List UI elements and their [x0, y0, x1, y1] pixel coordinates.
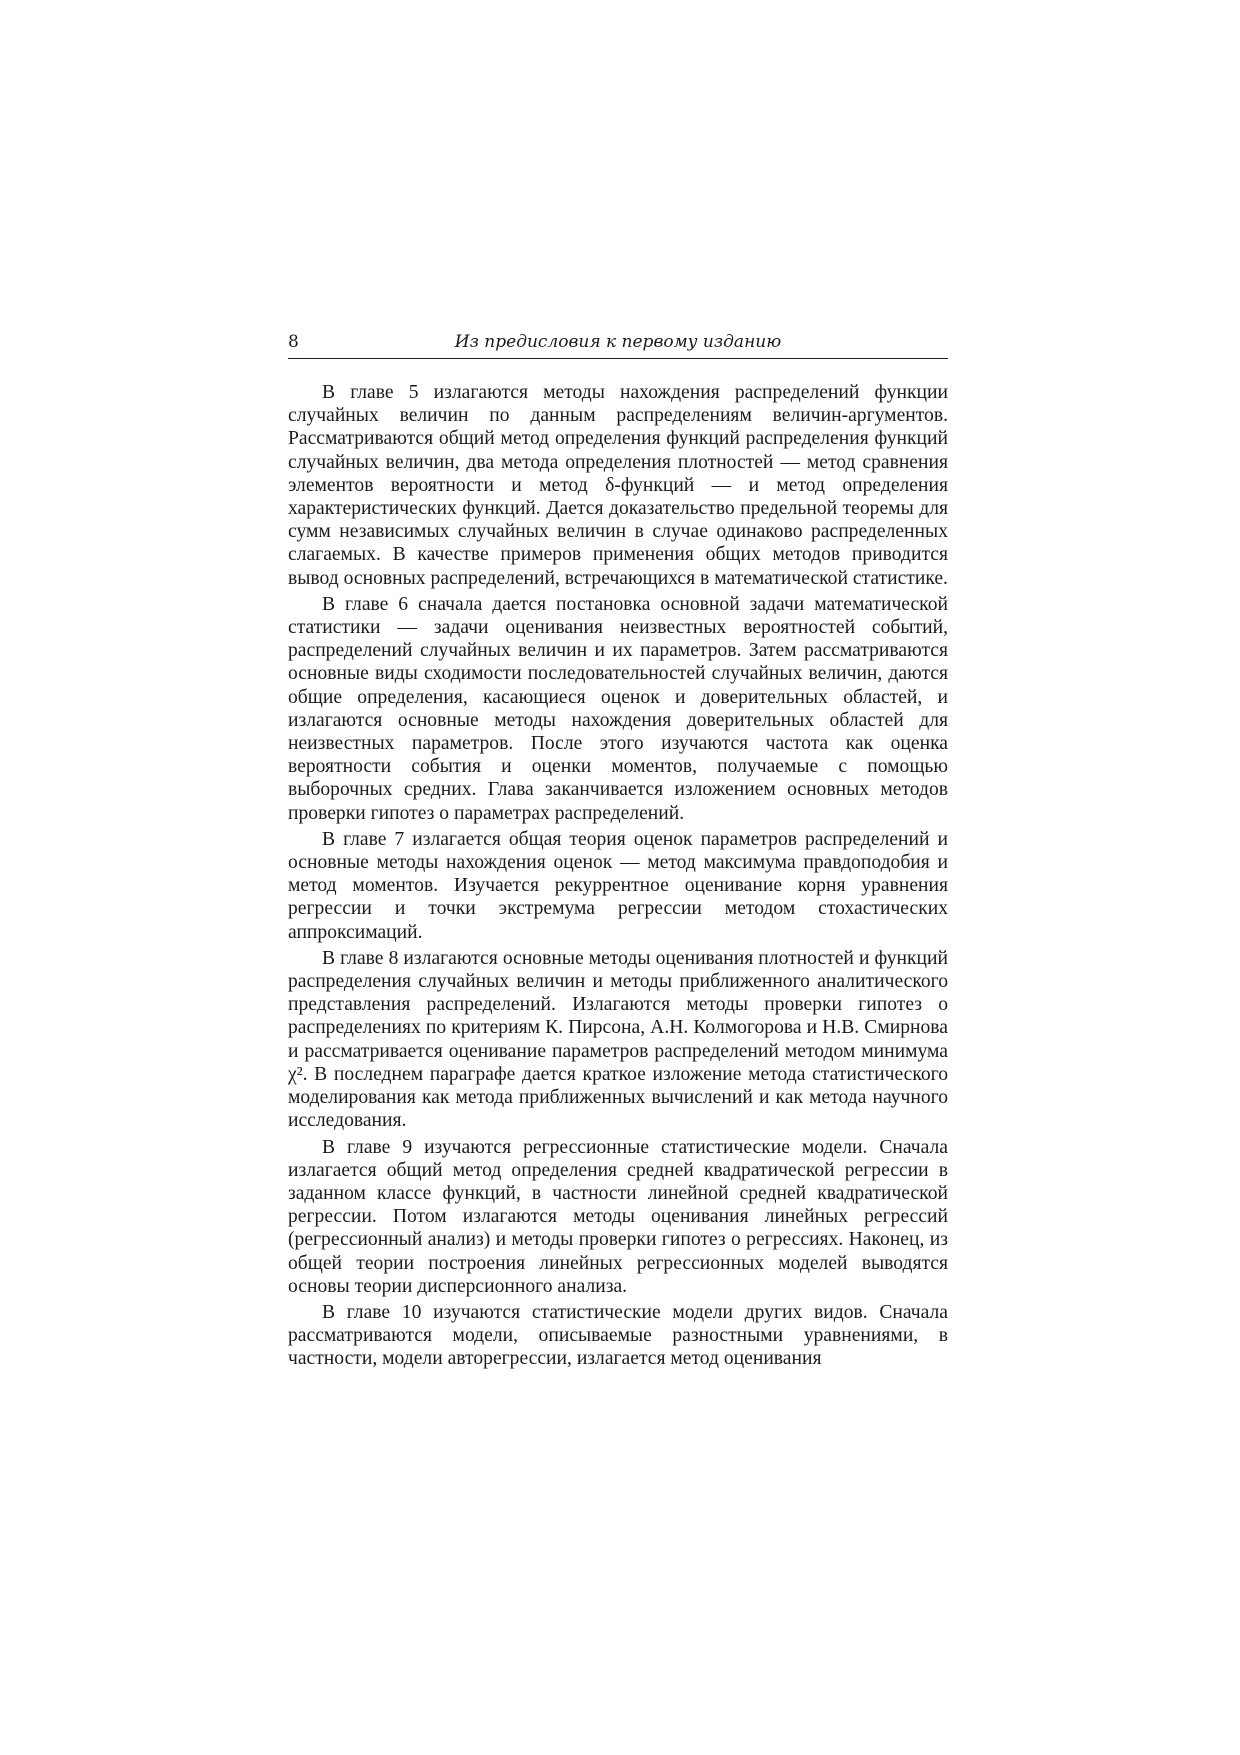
running-title: Из предисловия к первому изданию	[454, 332, 782, 352]
paragraph-chapter-9: В главе 9 изучаются регрессионные статистические модели. Сначала излагается общий метод определения средней квадратической регрессии в заданном классе функций, в частности линейной средней квадратической регрессии. Потом излагаются методы оценивания линейных регрессий (регрессионный анализ) и методы проверки гипотез о регрессиях. Наконец, из общей теории построения линейных регрессионных моделей выводятся основы теории дисперсионного анализа.	[288, 1136, 948, 1297]
paragraph-chapter-7: В главе 7 излагается общая теория оценок параметров распределений и основные методы нахождения оценок — метод максимума правдоподобия и метод моментов. Изучается рекуррентное оценивание корня уравнения регрессии и точки экстремума регрессии методом стохастических аппроксимаций.	[288, 828, 948, 943]
running-header	[288, 330, 948, 359]
paragraph-chapter-10: В главе 10 изучаются статистические модели других видов. Сначала рассматриваются модели, описываемые разностными уравнениями, в частности, модели авторегрессии, излагается метод оценивания	[288, 1301, 948, 1370]
paragraph-chapter-5: В главе 5 излагаются методы нахождения распределений функции случайных величин по данным распределениям величин-аргументов. Рассматриваются общий метод определения функций распределения функций случайных величин, два метода определения плотностей — метод сравнения элементов вероятности и метод δ-функций — и метод определения характеристических функций. Дается доказательство предельной теоремы для сумм независимых случайных величин в случае одинаково распределенных слагаемых. В качестве примеров применения общих методов приводится вывод основных распределений, встречающихся в математической статистике.	[288, 382, 948, 589]
page-number: 8	[288, 332, 299, 352]
book-page	[288, 330, 948, 1371]
paragraph-chapter-6: В главе 6 сначала дается постановка основной задачи математической статистики — задачи оценивания неизвестных вероятностей событий, распределений случайных величин и их параметров. Затем рассматриваются основные виды сходимости последовательностей случайных величин, даются общие определения, касающиеся оценок и доверительных областей, и излагаются основные методы нахождения доверительных областей для неизвестных параметров. После этого изучаются частота как оценка вероятности события и оценки моментов, получаемые с помощью выборочных средних. Глава заканчивается изложением основных методов проверки гипотез о параметрах распределений.	[288, 593, 948, 824]
paragraph-chapter-8: В главе 8 излагаются основные методы оценивания плотностей и функций распределения случайных величин и методы приближенного аналитического представления распределений. Излагаются методы проверки гипотез о распределениях по критериям К. Пирсона, А.Н. Колмогорова и Н.В. Смирнова и рассматривается оценивание параметров распределений методом минимума χ². В последнем параграфе дается краткое изложение метода статистического моделирования как метода приближенных вычислений и как метода научного исследования.	[288, 947, 948, 1132]
page-body	[288, 381, 948, 1371]
